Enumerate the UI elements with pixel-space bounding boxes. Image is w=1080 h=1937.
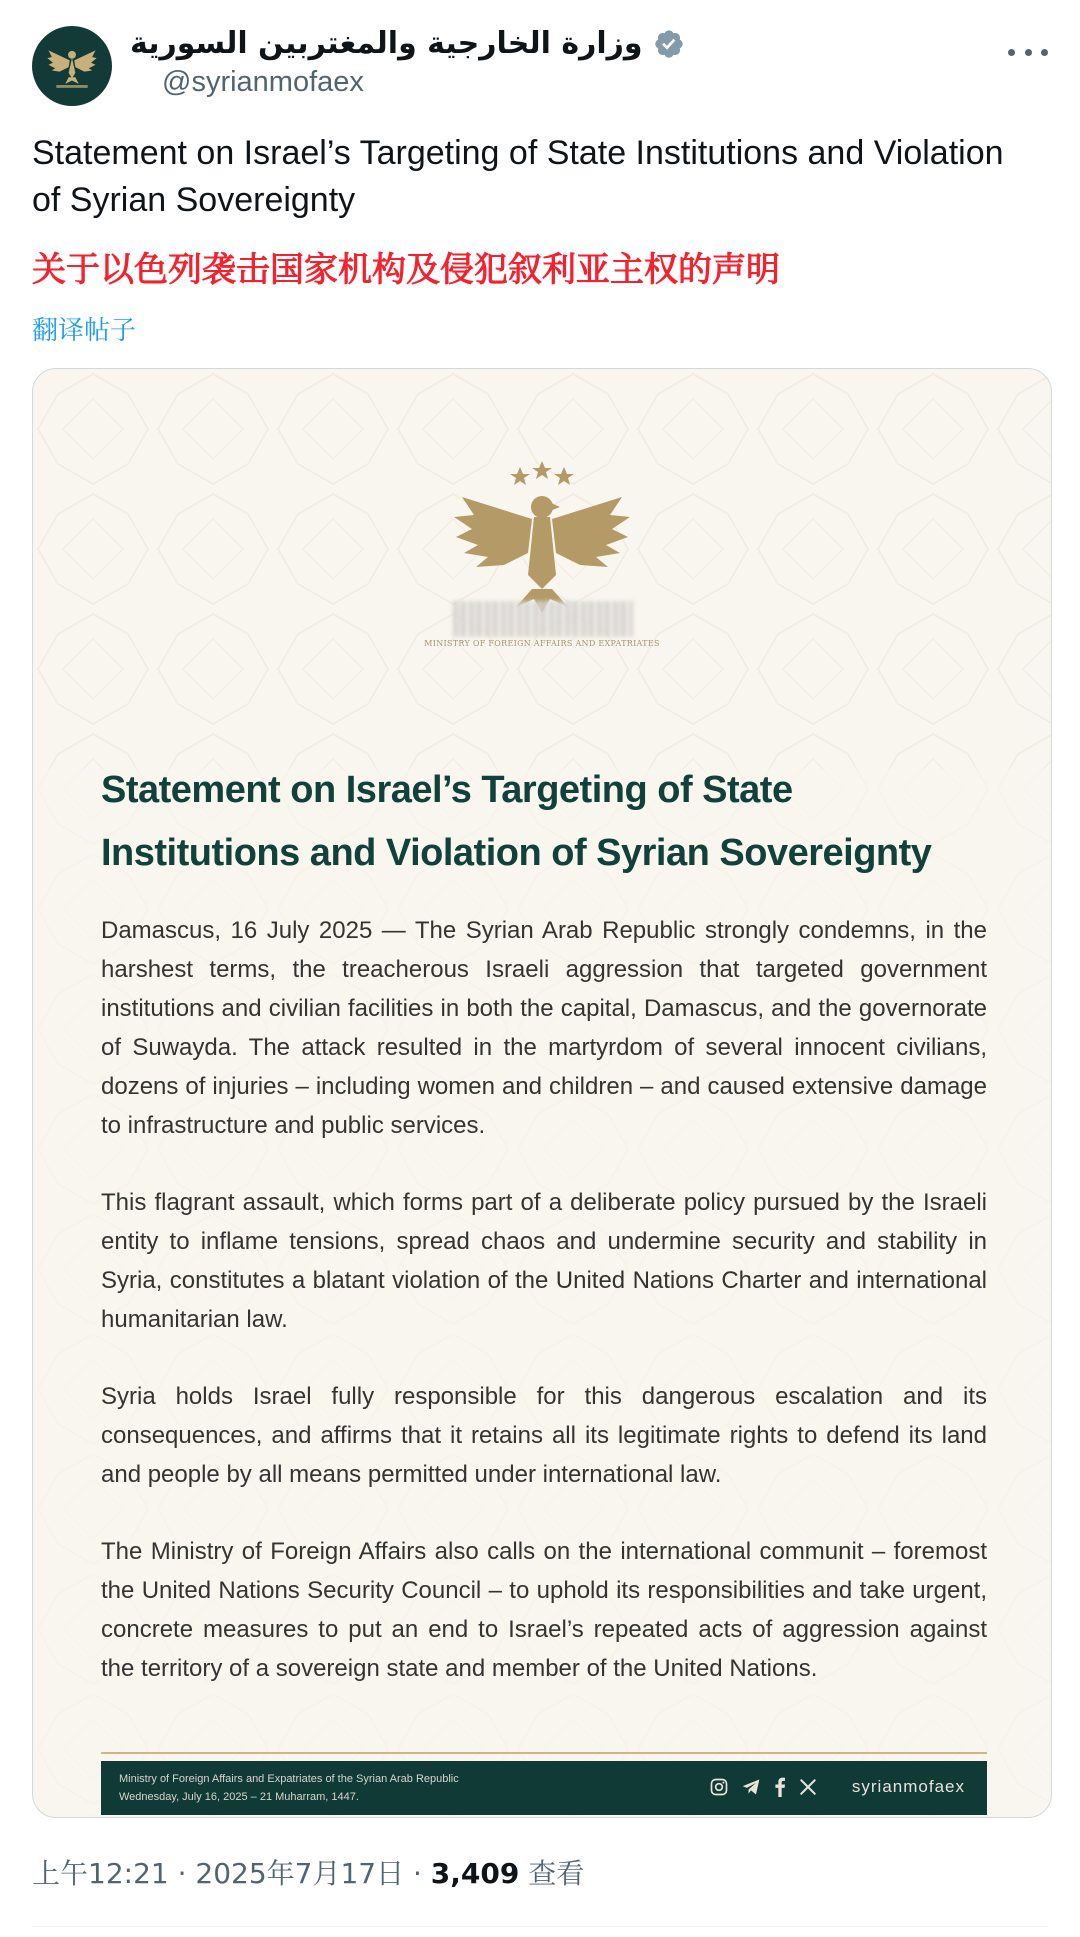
tweet-timestamp[interactable]: 上午12:21 · 2025年7月17日 · [32,1857,431,1890]
footer-text [119,1770,459,1806]
statement-body [101,911,987,1726]
verified-badge-icon [653,28,685,60]
more-dot-icon [1008,49,1015,56]
name-row [130,26,685,61]
footer-ministry: Ministry of Foreign Affairs and Expatriates of the Syrian Arab Republic [119,1773,459,1785]
views-count: 3,409 [430,1857,520,1890]
footer-handle: syrianmofaex [851,1777,965,1796]
footer-date: Wednesday, July 16, 2025 – 21 Muharram, 1447. [119,1791,359,1803]
statement-paragraph: Syria holds Israel fully responsible for this dangerous escalation and its consequences, and affirms that it retains all its legitimate rights to defend its land and people by all means permitted under international law. [101,1383,987,1488]
statement-paragraph: The Ministry of Foreign Affairs also calls on the international communit – foremost the United Nations Security Council – to uphold its responsibilities and take urgent, concrete measures to put an end to Israel’s repeated acts of aggression against the territory of a sovereign state and member of the United Nations. [101,1538,987,1682]
views-label: 查看 [519,1857,585,1890]
statement-footer [101,1761,987,1815]
avatar[interactable] [32,26,112,106]
more-dot-icon [1041,49,1048,56]
telegram-icon [741,1777,761,1797]
tweet-text: Statement on Israel’s Targeting of State Institutions and Violation of Syrian Sovereignty [32,134,1004,219]
statement-title: Statement on Israel’s Targeting of State Institutions and Violation of Syrian Sovereignty [101,769,932,874]
translate-post-link[interactable]: 翻译帖子 [32,316,137,346]
more-dot-icon [1025,49,1032,56]
footer-divider [101,1752,987,1754]
x-icon [799,1778,817,1796]
eagle-emblem-icon [44,38,100,94]
tweet-header [32,22,1048,112]
blurred-arabic-text [453,601,633,637]
tweet-media-image[interactable] [32,368,1052,1818]
statement-paragraph: Damascus, 16 July 2025 — The Syrian Arab Republic strongly condemns, in the harshest terms, the treacherous Israeli aggression that targeted government institutions and civilian facilities in both the capital, Damascus, and the governorate of Suwayda. The attack resulted in the martyrdom of several innocent civilians, dozens of injuries – including women and children – and caused extensive damage to infrastructure and public services. [101,917,987,1139]
divider [32,1926,1048,1927]
user-handle[interactable]: @syrianmofaex [162,66,364,98]
instagram-icon [709,1777,729,1797]
facebook-icon [773,1777,787,1797]
tweet-meta [32,1852,584,1892]
social-icons [709,1777,817,1797]
tweet-text-chinese: 关于以色列袭击国家机构及侵犯叙利亚主权的声明 [32,250,780,290]
display-name[interactable]: وزارة الخارجية والمغتربين السورية [130,26,643,61]
emblem-caption: MINISTRY OF FOREIGN AFFAIRS AND EXPATRIATES [424,639,660,648]
more-options-button[interactable] [1008,36,1048,68]
statement-paragraph: This flagrant assault, which forms part of a deliberate policy pursued by the Israeli entity to inflame tensions, spread chaos and undermine security and stability in Syria, constitutes a blatant violation of the United Nations Charter and international humanitarian law. [101,1189,987,1333]
